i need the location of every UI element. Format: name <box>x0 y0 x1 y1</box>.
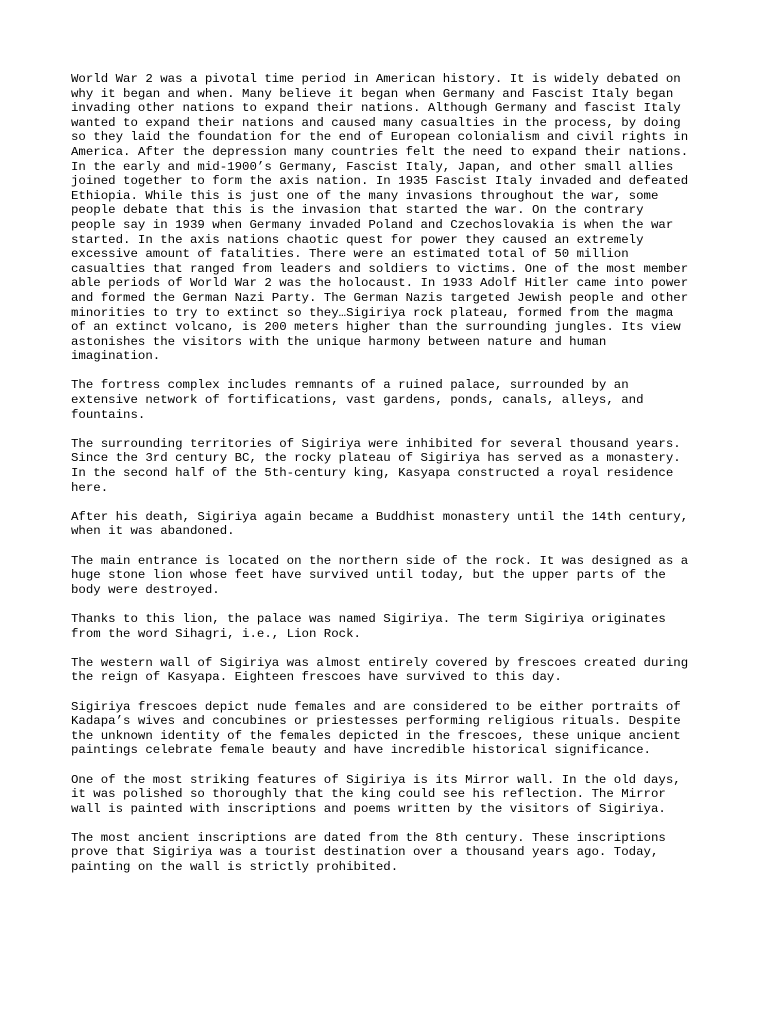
paragraph-mirror-wall: One of the most striking features of Sigiriya is its Mirror wall. In the old days, it was polished so thoroughly that the king could see his reflection. The Mirror wall is painted with inscriptions and poems written by the visitors of Sigiriya. <box>71 772 681 816</box>
paragraph-world-war-2: World War 2 was a pivotal time period in American history. It is widely debated on why it began and when. Many believe it began when Germany and Fascist Italy began invading other nations to expand their nations. Although Germany and fascist Italy wanted to expand their nations and caused many casualties in the process, by doing so they laid the foundation for the end of European colonialism and civil rights in America. After the depression many countries felt the need to expand their nations. In the early and mid-1900’s Germany, Fascist Italy, Japan, and other small allies joined together to form the axis nation. In 1935 Fascist Italy invaded and defeated Ethiopia. While this is just one of the many invasions throughout the war, some people debate that this is the invasion that started the war. On the contrary people say in 1939 when Germany invaded Poland and Czechoslovakia is when the war started. In the axis nations chaotic quest for power they caused an extremely excessive amount of fatalities. There were an estimated total of 50 million casualties that ranged from leaders and soldiers to victims. One of the most member able periods of World War 2 was the holocaust. In 1933 Adolf Hitler came into power and formed the German Nazi Party. The German Nazis targeted Jewish people and other minorities to try to extinct so they…Sigiriya rock plateau, formed from the magma of an extinct volcano, is 200 meters higher than the surrounding jungles. Its view astonishes the visitors with the unique harmony between nature and human imagination. <box>71 72 689 364</box>
paragraph-inscriptions: The most ancient inscriptions are dated from the 8th century. These inscriptions prove that Sigiriya was a tourist destination over a thousand years ago. Today, painting on the wall is strictly prohibited. <box>71 830 666 875</box>
document-page <box>71 72 711 889</box>
paragraph-frescoes: Sigiriya frescoes depict nude females and are considered to be either portraits of Kadapa’s wives and concubines or priestesses performing religious rituals. Despite the unknown identity of the females depicted in the frescoes, these unique ancient paintings celebrate female beauty and have incredible historical significance. <box>71 699 681 758</box>
paragraph-surrounding-territories: The surrounding territories of Sigiriya were inhibited for several thousand years. Since the 3rd century BC, the rocky plateau of Sigiriya has served as a monastery. In the second half of the 5th-century king, Kasyapa constructed a royal residence here. <box>71 436 681 495</box>
paragraph-main-entrance: The main entrance is located on the northern side of the rock. It was designed as a huge stone lion whose feet have survived until today, but the upper parts of the body were destroyed. <box>71 553 689 597</box>
paragraph-fortress-complex: The fortress complex includes remnants of a ruined palace, surrounded by an extensive network of fortifications, vast gardens, ponds, canals, alleys, and fountains. <box>71 378 644 422</box>
paragraph-lion-name: Thanks to this lion, the palace was named Sigiriya. The term Sigiriya originates from the word Sihagri, i.e., Lion Rock. <box>71 611 666 641</box>
paragraph-western-wall: The western wall of Sigiriya was almost entirely covered by frescoes created during the reign of Kasyapa. Eighteen frescoes have survived to this day. <box>71 655 689 685</box>
paragraph-after-death: After his death, Sigiriya again became a Buddhist monastery until the 14th century, when it was abandoned. <box>71 509 689 539</box>
